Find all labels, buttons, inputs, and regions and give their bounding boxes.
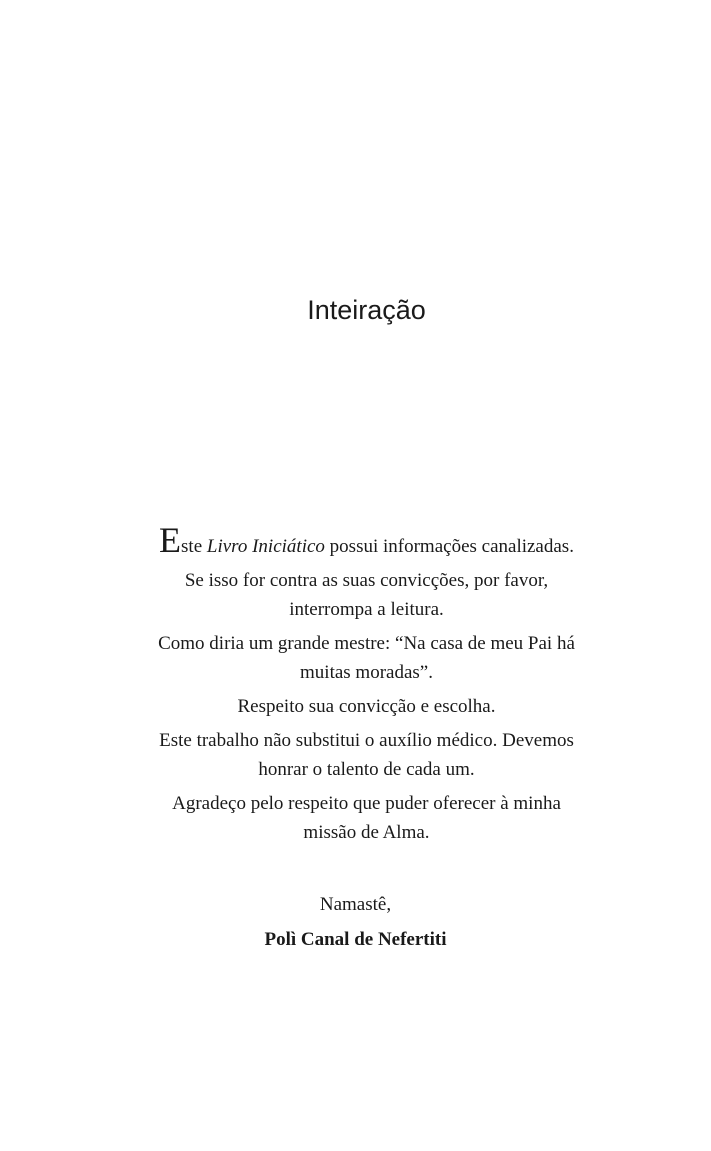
paragraph-quote [130, 629, 603, 687]
paragraph-convictions [130, 566, 603, 624]
intro-text-end: possui informações canalizadas. [324, 536, 574, 557]
author-signature: Polì Canal de Nefertiti [264, 929, 447, 950]
paragraph-line: Agradeço pelo respeito que puder oferecer à minha [172, 793, 561, 814]
paragraph-line: Como diria um grande mestre: “Na casa de meu Pai há [158, 633, 575, 654]
body-text [130, 520, 603, 852]
greeting: Namastê, [319, 894, 392, 915]
paragraph-line: honrar o talento de cada um. [258, 759, 475, 780]
intro-text-start: ste [181, 536, 207, 557]
paragraph-line: Respeito sua convicção e escolha. [237, 696, 496, 717]
page-title: Inteiração [307, 295, 426, 325]
paragraph-line: missão de Alma. [303, 822, 430, 843]
intro-paragraph [130, 520, 603, 561]
paragraph-line: muitas moradas”. [300, 662, 433, 683]
paragraph-line: Este trabalho não substitui o auxílio médico. Devemos [159, 730, 574, 751]
paragraph-gratitude [130, 789, 603, 847]
paragraph-medical [130, 726, 603, 784]
paragraph-line: interrompa a leitura. [289, 599, 444, 620]
paragraph-line: Se isso for contra as suas convicções, por favor, [184, 570, 549, 591]
book-title: Livro Iniciático [206, 536, 325, 557]
paragraph-respect [130, 692, 603, 721]
drop-cap: E [159, 520, 182, 560]
